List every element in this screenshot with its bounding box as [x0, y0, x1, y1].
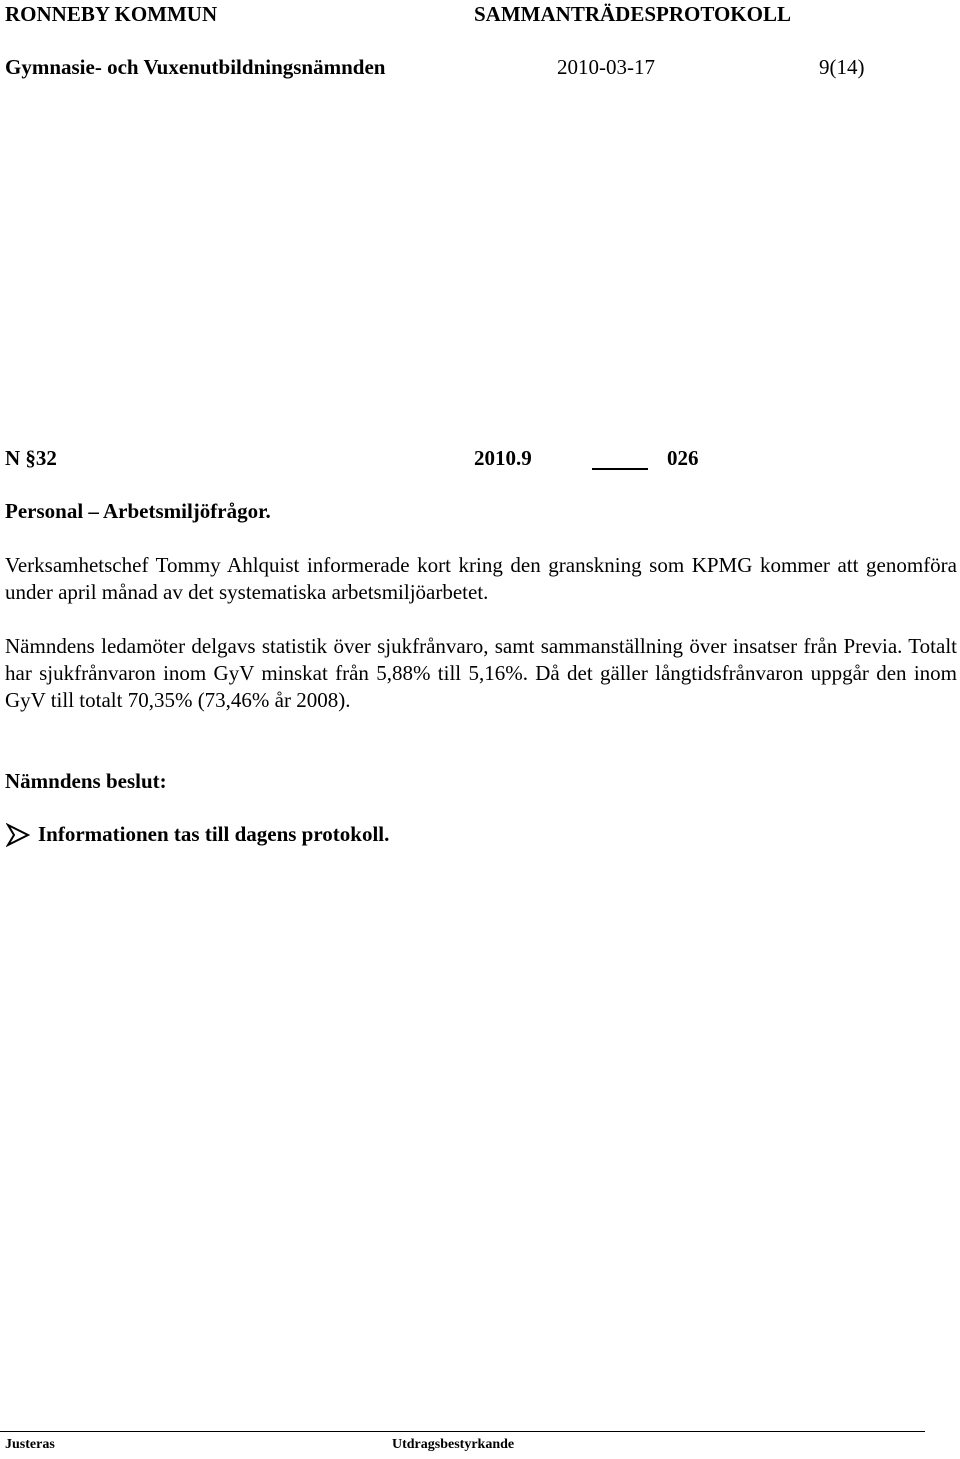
- municipality-name: RONNEBY KOMMUN: [5, 2, 218, 26]
- reference-code: 026: [667, 446, 699, 470]
- decision-item: Informationen tas till dagens protokoll.: [38, 822, 390, 846]
- board-name: Gymnasie- och Vuxenutbildningsnämnden: [5, 55, 386, 79]
- document-type: SAMMANTRÄDESPROTOKOLL: [474, 2, 791, 26]
- decision-heading: Nämndens beslut:: [5, 769, 167, 793]
- section-number: N §32: [5, 446, 57, 470]
- paragraph-2: Nämndens ledamöter delgavs statistik över sjukfrånvaro, samt sammanställning över insatser från Previa. Totalt har sjukfrånvaron inom GyV minskat från 5,88% till 5,16%. Då det gäller långtidsfrånvaron uppgår den inom GyV till totalt 70,35% (73,46% år 2008).: [5, 634, 957, 712]
- footer-utdragsbestyrkande: Utdragsbestyrkande: [392, 1437, 515, 1452]
- footer-rule: [0, 1431, 925, 1432]
- reference-number: 2010.9: [474, 446, 532, 470]
- footer-justeras: Justeras: [5, 1437, 55, 1452]
- meeting-date: 2010-03-17: [557, 55, 655, 79]
- page-number: 9(14): [819, 55, 865, 79]
- reference-dash: [592, 468, 648, 470]
- section-title: Personal – Arbetsmiljöfrågor.: [5, 499, 271, 523]
- paragraph-1: Verksamhetschef Tommy Ahlquist informerade kort kring den granskning som KPMG kommer att genomföra under april månad av det systematiska arbetsmiljöarbetet.: [5, 553, 957, 604]
- arrow-bullet-icon: [6, 823, 30, 847]
